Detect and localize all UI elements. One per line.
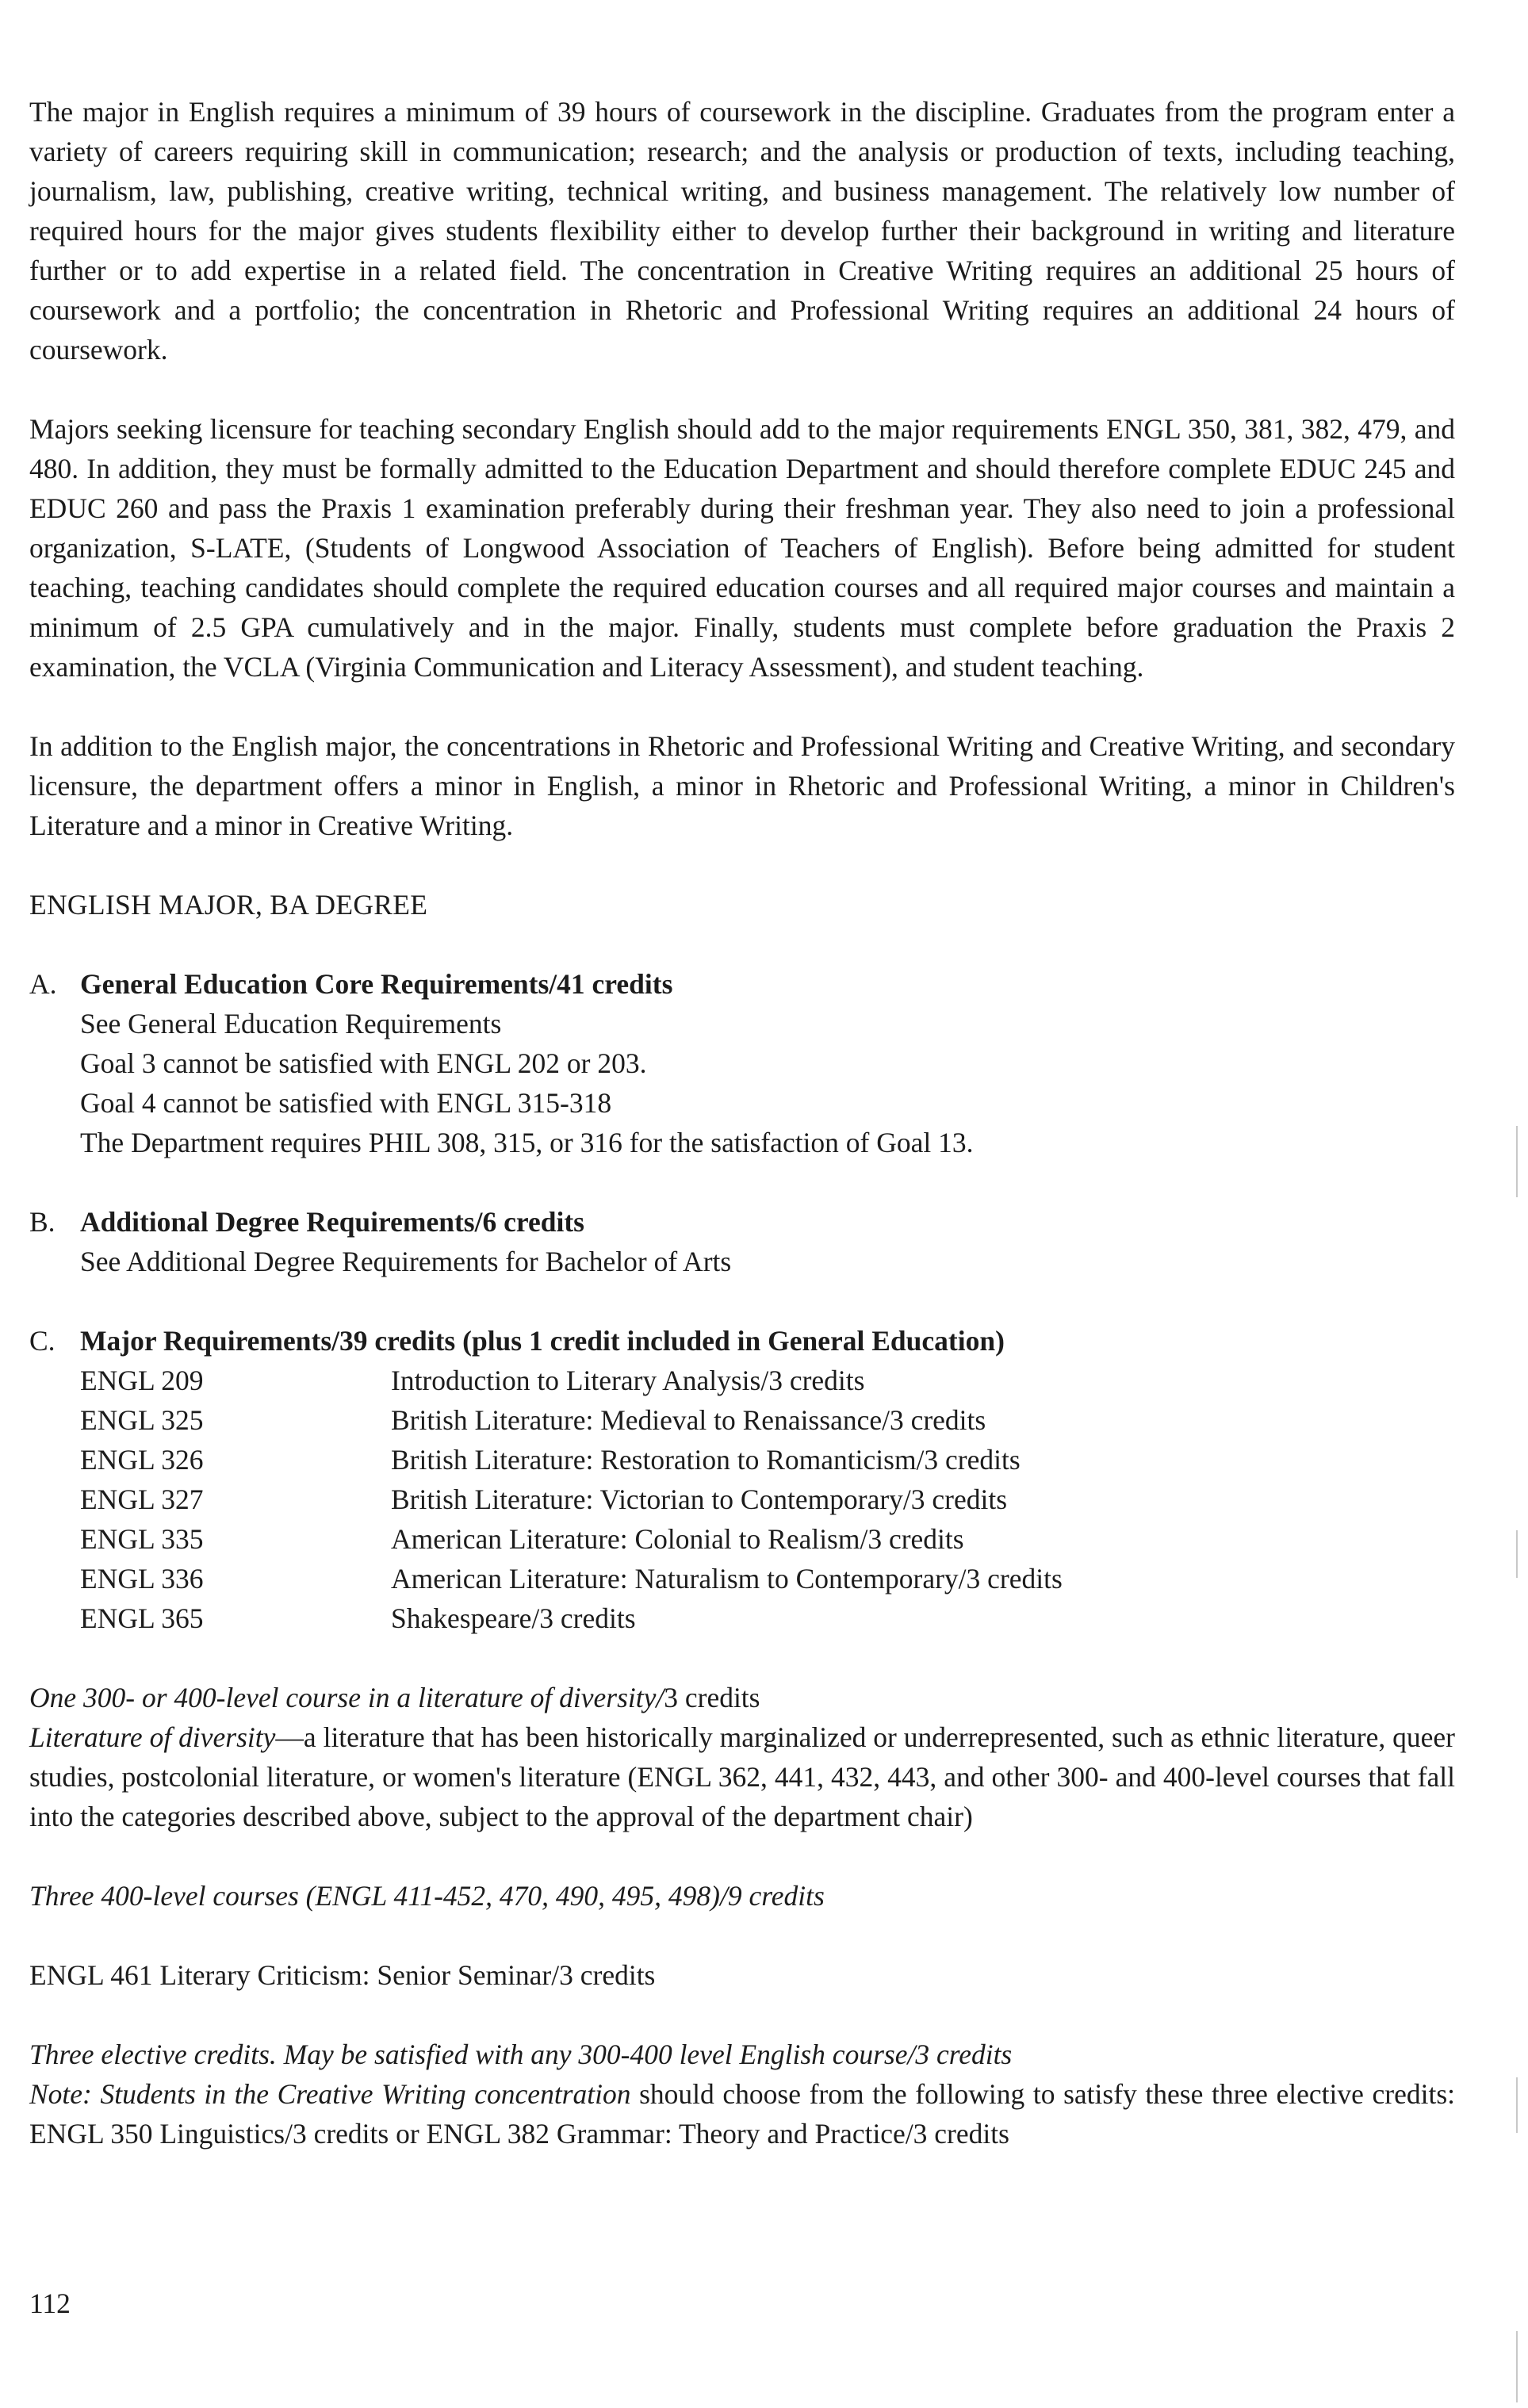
intro-paragraph-minors: In addition to the English major, the concentrations in Rhetoric and Professional Writing and Creative Writing, and secondary licensure, the department offers a minor in English, a minor in Rhetoric and Professional Writing, a minor in Children's Literature and a minor in Creative Writing. <box>29 730 1455 841</box>
course-title: Shakespeare/3 credits <box>391 1602 636 1634</box>
course-code: ENGL 365 <box>80 1602 204 1634</box>
diversity-heading <box>29 1678 1455 1717</box>
course-row <box>80 1480 1455 1519</box>
electives-block <box>29 2035 1455 2153</box>
section-a-line: The Department requires PHIL 308, 315, or 316 for the satisfaction of Goal 13. <box>80 1127 974 1158</box>
course-code: ENGL 326 <box>80 1444 204 1476</box>
section-a-line: Goal 4 cannot be satisfied with ENGL 315-318 <box>80 1087 612 1119</box>
section-a-line: Goal 3 cannot be satisfied with ENGL 202 or 203. <box>80 1047 647 1079</box>
page-content <box>29 92 1455 2193</box>
section-b-title: Additional Degree Requirements/6 credits <box>80 1206 584 1238</box>
course-code: ENGL 336 <box>80 1563 204 1594</box>
diversity-definition-text: —a literature that has been historically marginalized or underrepresented, such as ethnic literature, queer studies, postcolonial literature, or women's literature (ENGL 362, 441, 432, 443, and other 300- and 400-level courses that fall into the categories described above, subject to the approval of the department chair) <box>29 1721 1455 1832</box>
section-a-letter: A. <box>29 968 57 1000</box>
diversity-heading-credits: 3 credits <box>664 1682 760 1713</box>
section-b-letter: B. <box>29 1206 56 1238</box>
scan-edge-mark <box>1516 2077 1518 2133</box>
course-row <box>80 1361 1455 1400</box>
intro-paragraph-major: The major in English requires a minimum of 39 hours of coursework in the discipline. Graduates from the program enter a variety of careers requiring skill in communication; research; and the analysis or production of texts, including teaching, journalism, law, publishing, creative writing, technical writing, and business management. The relatively low number of required hours for the major gives students flexibility either to develop further their background in writing and literature further or to add expertise in a related field. The concentration in Creative Writing requires an additional 25 hours of coursework and a portfolio; the concentration in Rhetoric and Professional Writing requires an additional 24 hours of coursework. <box>29 96 1455 366</box>
section-a-title: General Education Core Requirements/41 credits <box>80 968 673 1000</box>
scan-edge-mark <box>1516 2331 1518 2402</box>
course-title: American Literature: Naturalism to Contemporary/3 credits <box>391 1563 1063 1594</box>
course-row <box>80 1400 1455 1440</box>
course-code: ENGL 327 <box>80 1483 204 1515</box>
diversity-definition <box>29 1717 1455 1836</box>
course-code: ENGL 335 <box>80 1523 204 1555</box>
course-code: ENGL 209 <box>80 1365 204 1396</box>
section-b <box>29 1202 1455 1281</box>
course-title: Introduction to Literary Analysis/3 credits <box>391 1365 865 1396</box>
course-row <box>80 1559 1455 1598</box>
section-b-line: See Additional Degree Requirements for Bachelor of Arts <box>80 1246 732 1277</box>
course-title: British Literature: Medieval to Renaissance/3 credits <box>391 1404 986 1436</box>
degree-heading: ENGLISH MAJOR, BA DEGREE <box>29 889 428 921</box>
three-400-level-courses: Three 400-level courses (ENGL 411-452, 470, 490, 495, 498)/9 credits <box>29 1880 825 1912</box>
diversity-term: Literature of diversity <box>29 1721 276 1753</box>
course-title: British Literature: Restoration to Romanticism/3 credits <box>391 1444 1021 1476</box>
scan-edge-mark <box>1516 1126 1518 1197</box>
electives-note-text: should choose from the following to satisfy these three elective credits: ENGL 350 Linguistics/3 credits or ENGL 382 Grammar: Theory and Practice/3 credits <box>29 2078 1456 2150</box>
electives-line: Three elective credits. May be satisfied with any 300-400 level English course/3 credits <box>29 2039 1013 2070</box>
electives-note <box>29 2074 1455 2153</box>
course-row <box>80 1440 1455 1480</box>
section-c-letter: C. <box>29 1325 56 1357</box>
section-a-line: See General Education Requirements <box>80 1008 502 1039</box>
section-a <box>29 964 1455 1162</box>
electives-note-italic: Note: Students in the Creative Writing concentration <box>29 2078 631 2110</box>
page-number: 112 <box>29 2287 71 2319</box>
course-title: British Literature: Victorian to Contemporary/3 credits <box>391 1483 1008 1515</box>
diversity-heading-italic: One 300- or 400-level course in a literature of diversity/ <box>29 1682 664 1713</box>
scan-edge-mark <box>1516 1530 1518 1578</box>
course-title: American Literature: Colonial to Realism/3 credits <box>391 1523 964 1555</box>
intro-paragraph-licensure: Majors seeking licensure for teaching secondary English should add to the major requirements ENGL 350, 381, 382, 479, and 480. In addition, they must be formally admitted to the Education Department and should therefore complete EDUC 245 and EDUC 260 and pass the Praxis 1 examination preferably during their freshman year. They also need to join a professional organization, S-LATE, (Students of Longwood Association of Teachers of English). Before being admitted for student teaching, teaching candidates should complete the required education courses and all required major courses and maintain a minimum of 2.5 GPA cumulatively and in the major. Finally, students must complete before graduation the Praxis 2 examination, the VCLA (Virginia Communication and Literacy Assessment), and student teaching. <box>29 413 1455 683</box>
course-row <box>80 1598 1455 1638</box>
section-c-title: Major Requirements/39 credits (plus 1 credit included in General Education) <box>80 1325 1005 1357</box>
section-c <box>29 1321 1455 1638</box>
diversity-block <box>29 1678 1455 1836</box>
course-code: ENGL 325 <box>80 1404 204 1436</box>
engl-461-requirement: ENGL 461 Literary Criticism: Senior Seminar/3 credits <box>29 1959 656 1991</box>
course-row <box>80 1519 1455 1559</box>
